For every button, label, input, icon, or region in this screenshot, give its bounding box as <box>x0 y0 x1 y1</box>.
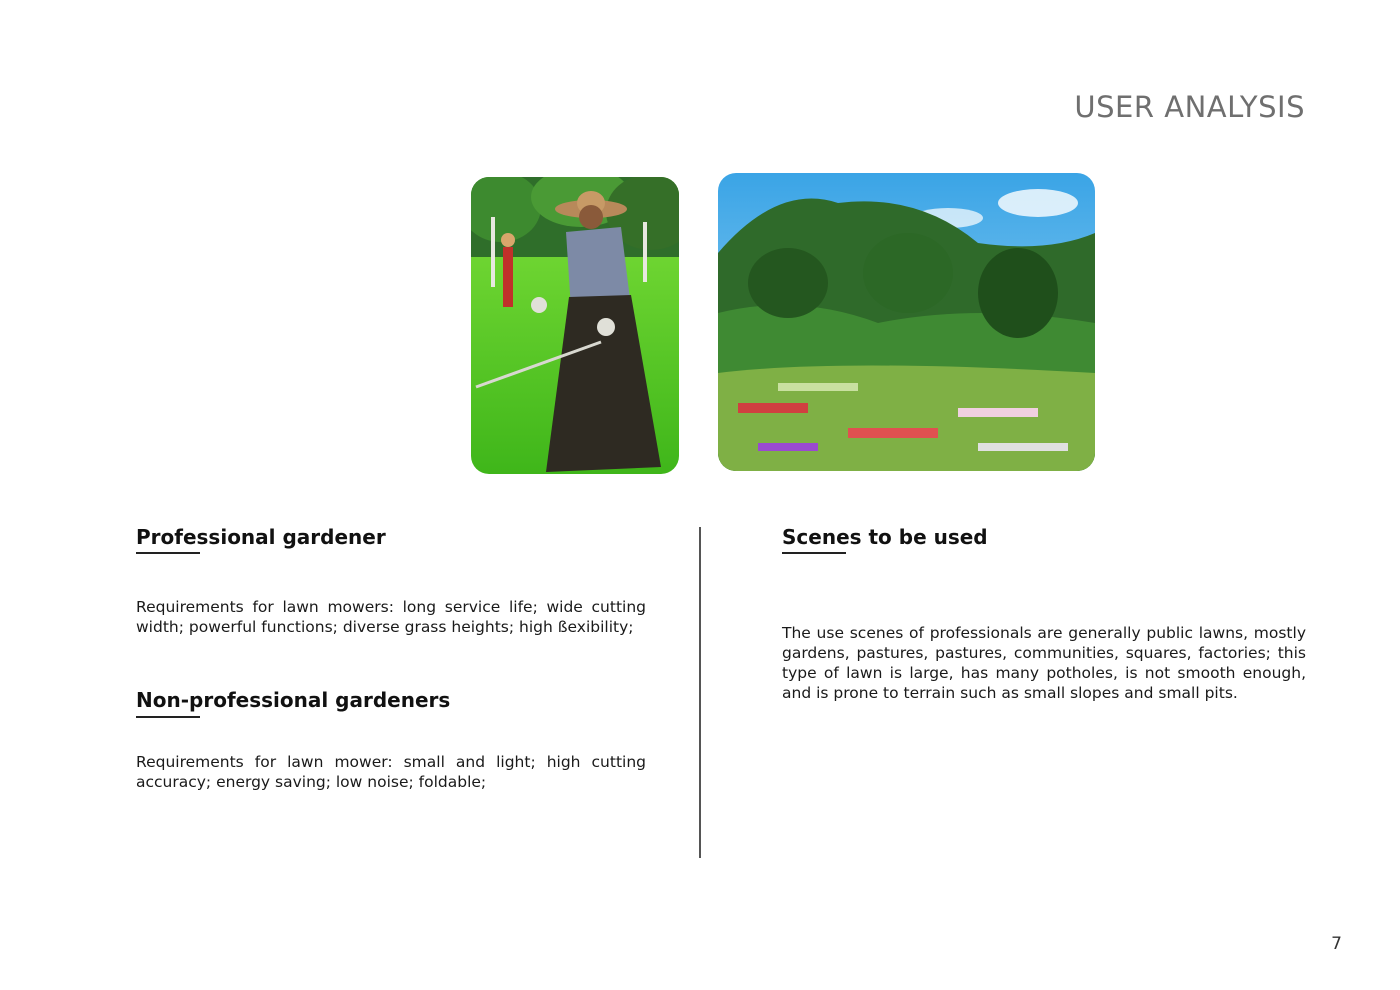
page-title: USER ANALYSIS <box>1074 90 1305 124</box>
page-number: 7 <box>1331 934 1342 954</box>
column-divider <box>699 527 701 858</box>
scenes-heading: Scenes to be used <box>782 525 988 549</box>
park-photo <box>718 173 1095 471</box>
scenes-text: The use scenes of professionals are generally public lawns, mostly gardens, pastures, pastures, communities, squares, factories; this type of lawn is large, has many potholes, is not smooth enough, and is prone to terrain such as small slopes and small pits. <box>782 624 1306 702</box>
gardener-photo <box>471 177 679 474</box>
non-professional-gardeners-text: Requirements for lawn mower: small and light; high cutting accuracy; energy saving; low noise; foldable; <box>136 753 646 791</box>
heading-underline <box>782 552 846 554</box>
professional-gardener-text: Requirements for lawn mowers: long service life; wide cutting width; powerful functions; diverse grass heights; high ßexibility; <box>136 598 646 636</box>
non-professional-gardeners-heading: Non-professional gardeners <box>136 688 451 712</box>
heading-underline <box>136 552 200 554</box>
professional-gardener-heading: Professional gardener <box>136 525 386 549</box>
heading-underline <box>136 716 200 718</box>
